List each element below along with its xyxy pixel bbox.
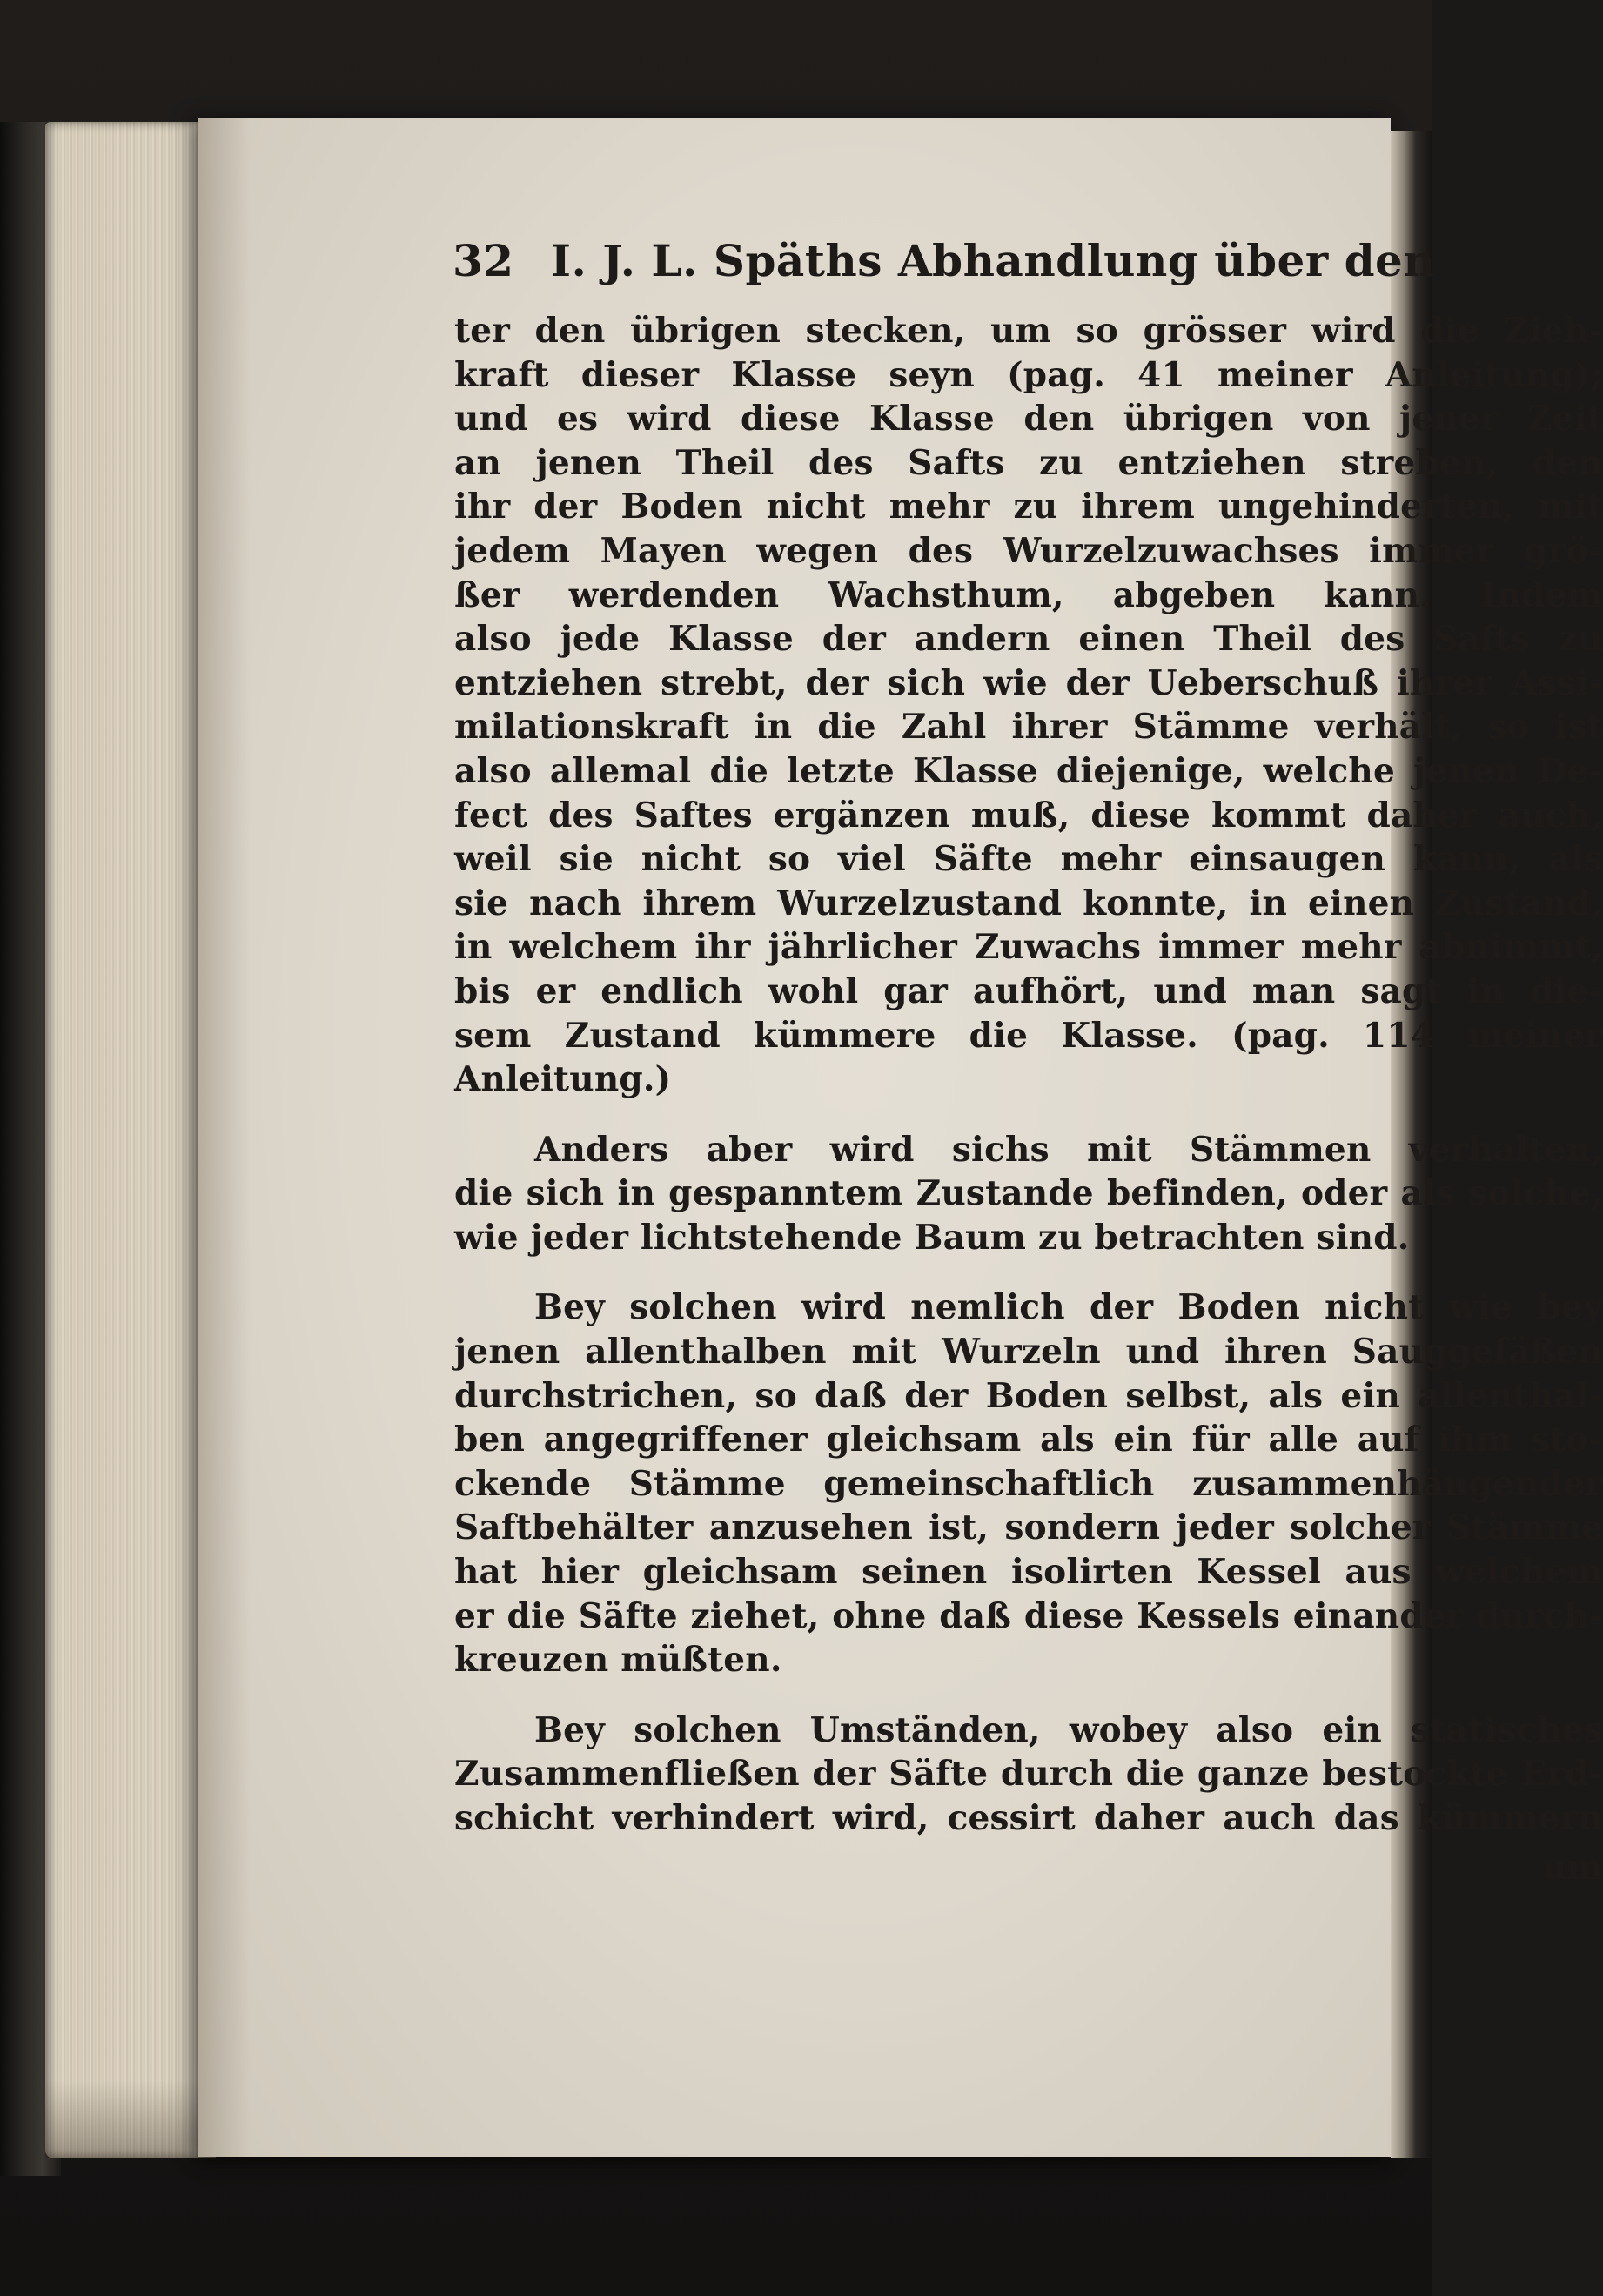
running-head: I. J. L. Späths Abhandlung über den [550, 235, 1436, 286]
paragraph-1 [454, 309, 1603, 1102]
text-line: kraft dieser Klasse seyn (pag. 41 meiner Anleitung); [454, 354, 1603, 395]
text-line: ihr der Boden nicht mehr zu ihrem ungehinderten, mit [454, 487, 1603, 527]
text-line: sem Zustand kümmere die Klasse. (pag. 114 meiner [454, 1015, 1603, 1056]
text-line: Bey solchen wird nemlich der Boden nicht wie bey [534, 1287, 1603, 1328]
page-number: 32 [453, 235, 514, 286]
text-line: schicht verhindert wird, cessirt daher auch das kümmern [454, 1798, 1603, 1838]
paragraph-2 [454, 1128, 1603, 1260]
text-line: Saftbehälter anzusehen ist, sondern jeder solcher Stämme [454, 1507, 1603, 1548]
text-line: bis er endlich wohl gar aufhört, und man sagt in die- [454, 970, 1603, 1011]
catchword: um [1541, 1847, 1603, 1888]
text-line: in welchem ihr jährlicher Zuwachs immer mehr abnimmt, [454, 927, 1603, 968]
page-header [453, 235, 1436, 286]
text-line: kreuzen müßten. [454, 1640, 782, 1681]
text-line: an jenen Theil des Safts zu entziehen streben, den [454, 442, 1603, 483]
text-line: ßer werdenden Wachsthum, abgeben kann. Indem [454, 574, 1603, 615]
text-line: die sich in gespanntem Zustande befinden, oder als solche, [454, 1173, 1603, 1214]
text-line: jedem Mayen wegen des Wurzelzuwachses immer grö- [454, 530, 1603, 571]
text-line: er die Säfte ziehet, ohne daß diese Kessels einander durch- [454, 1595, 1603, 1636]
text-line: und es wird diese Klasse den übrigen von jener Zeit [454, 399, 1603, 440]
text-line: also jede Klasse der andern einen Theil des Safts zu [454, 619, 1603, 660]
text-line: weil sie nicht so viel Säfte mehr einsaugen kann, als [454, 839, 1603, 880]
text-line: Bey solchen Umständen, wobey also ein statisches [534, 1709, 1603, 1750]
text-line: also allemal die letzte Klasse diejenige, welche jenen De- [454, 750, 1603, 791]
text-line: Anleitung.) [454, 1059, 672, 1100]
paragraph-4 [454, 1709, 1603, 1841]
text-line: wie jeder lichtstehende Baum zu betrachten sind. [454, 1217, 1410, 1258]
text-line: jenen allenthalben mit Wurzeln und ihren Sauggefäßen [454, 1332, 1603, 1373]
text-line: ter den übrigen stecken, um so grösser wird die Zieh- [454, 311, 1603, 351]
paragraph-3 [454, 1286, 1603, 1682]
text-line: Anders aber wird sichs mit Stämmen verhalten, [534, 1129, 1603, 1170]
page-content [261, 235, 1603, 1890]
text-line: milationskraft in die Zahl ihrer Stämme verhält, so ist [454, 707, 1603, 748]
paragraph-gap [454, 1682, 1603, 1709]
paragraph-gap [454, 1102, 1603, 1128]
text-line: hat hier gleichsam seinen isolirten Kessel aus welchem [454, 1552, 1603, 1593]
text-line: ben angegriffener gleichsam als ein für alle auf ihm sto- [454, 1420, 1603, 1460]
paragraph-gap [454, 1259, 1603, 1286]
page-edges-stack [45, 122, 216, 2158]
text-line: Zusammenfließen der Säfte durch die ganze bestockte Erd- [454, 1754, 1603, 1795]
text-line: sie nach ihrem Wurzelzustand konnte, in einen Zustand, [454, 883, 1603, 923]
text-line: ckende Stämme gemeinschaftlich zusammenhängender [454, 1463, 1603, 1504]
text-line: durchstrichen, so daß der Boden selbst, als ein allenthal- [454, 1375, 1603, 1416]
body-text [454, 309, 1603, 1890]
text-line: entziehen strebt, der sich wie der Ueberschuß ihrer Assi- [454, 662, 1603, 703]
text-line: fect des Saftes ergänzen muß, diese kommt daher auch, [454, 795, 1603, 836]
